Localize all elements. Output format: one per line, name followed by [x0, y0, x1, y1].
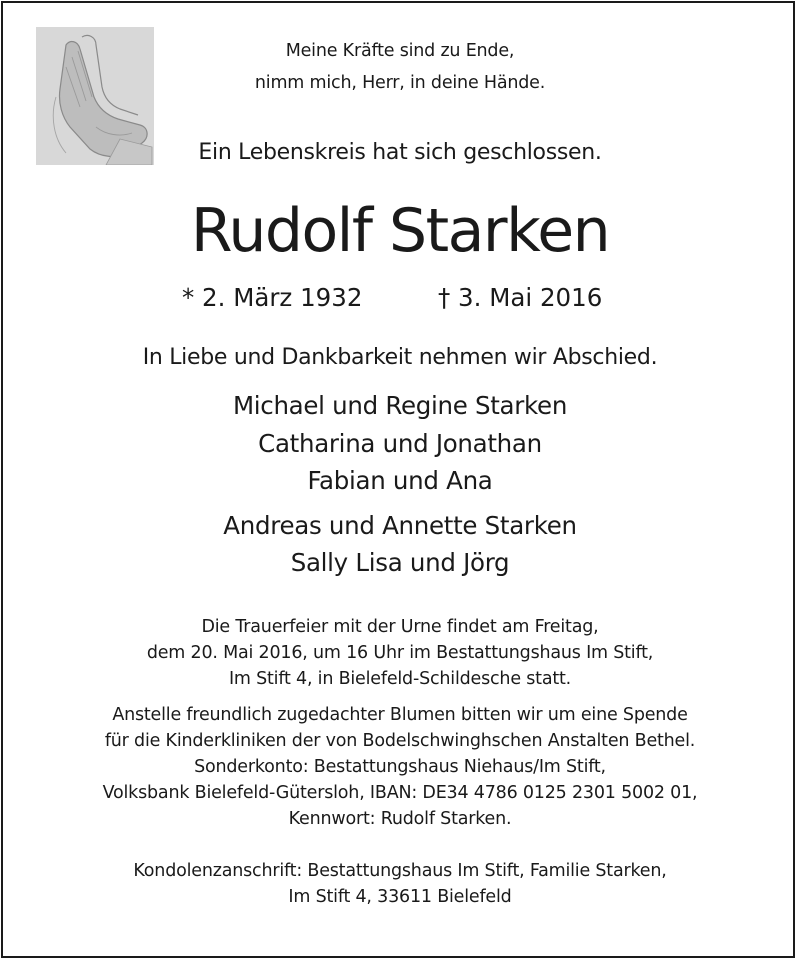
donation-line: Anstelle freundlich zugedachter Blumen bitten wir um eine Spende [112, 705, 688, 725]
donation-line: für die Kinderkliniken der von Bodelschwinghschen Anstalten Bethel. [104, 731, 696, 751]
verse-line-1: Meine Kräfte sind zu Ende, [285, 41, 515, 61]
lead-line: Ein Lebenskreis hat sich geschlossen. [198, 140, 602, 165]
ceremony-line: Im Stift 4, in Bielefeld-Schildesche statt. [228, 669, 572, 689]
condolence-line: Kondolenzanschrift: Bestattungshaus Im Stift, Familie Starken, [133, 861, 667, 881]
ceremony-line: dem 20. Mai 2016, um 16 Uhr im Bestattungshaus Im Stift, [146, 643, 654, 663]
family-line: Michael und Regine Starken [232, 391, 568, 420]
condolence-line: Im Stift 4, 33611 Bielefeld [288, 887, 512, 907]
family-line: Fabian und Ana [307, 466, 493, 495]
death-date: † 3. Mai 2016 [438, 283, 603, 312]
deceased-name: Rudolf Starken [190, 196, 610, 266]
birth-date: * 2. März 1932 [182, 283, 363, 312]
donation-line: Sonderkonto: Bestattungshaus Niehaus/Im Stift, [194, 757, 606, 777]
donation-line: Volksbank Bielefeld-Gütersloh, IBAN: DE34 4786 0125 2301 5002 01, [102, 783, 698, 803]
verse-line-2: nimm mich, Herr, in deine Hände. [254, 73, 546, 93]
family-line: Sally Lisa und Jörg [290, 548, 510, 577]
ceremony-line: Die Trauerfeier mit der Urne findet am Freitag, [201, 617, 599, 637]
family-line: Catharina und Jonathan [258, 429, 542, 458]
farewell-line: In Liebe und Dankbarkeit nehmen wir Abschied. [142, 345, 658, 370]
family-line: Andreas und Annette Starken [223, 511, 577, 540]
donation-line: Kennwort: Rudolf Starken. [288, 809, 512, 829]
